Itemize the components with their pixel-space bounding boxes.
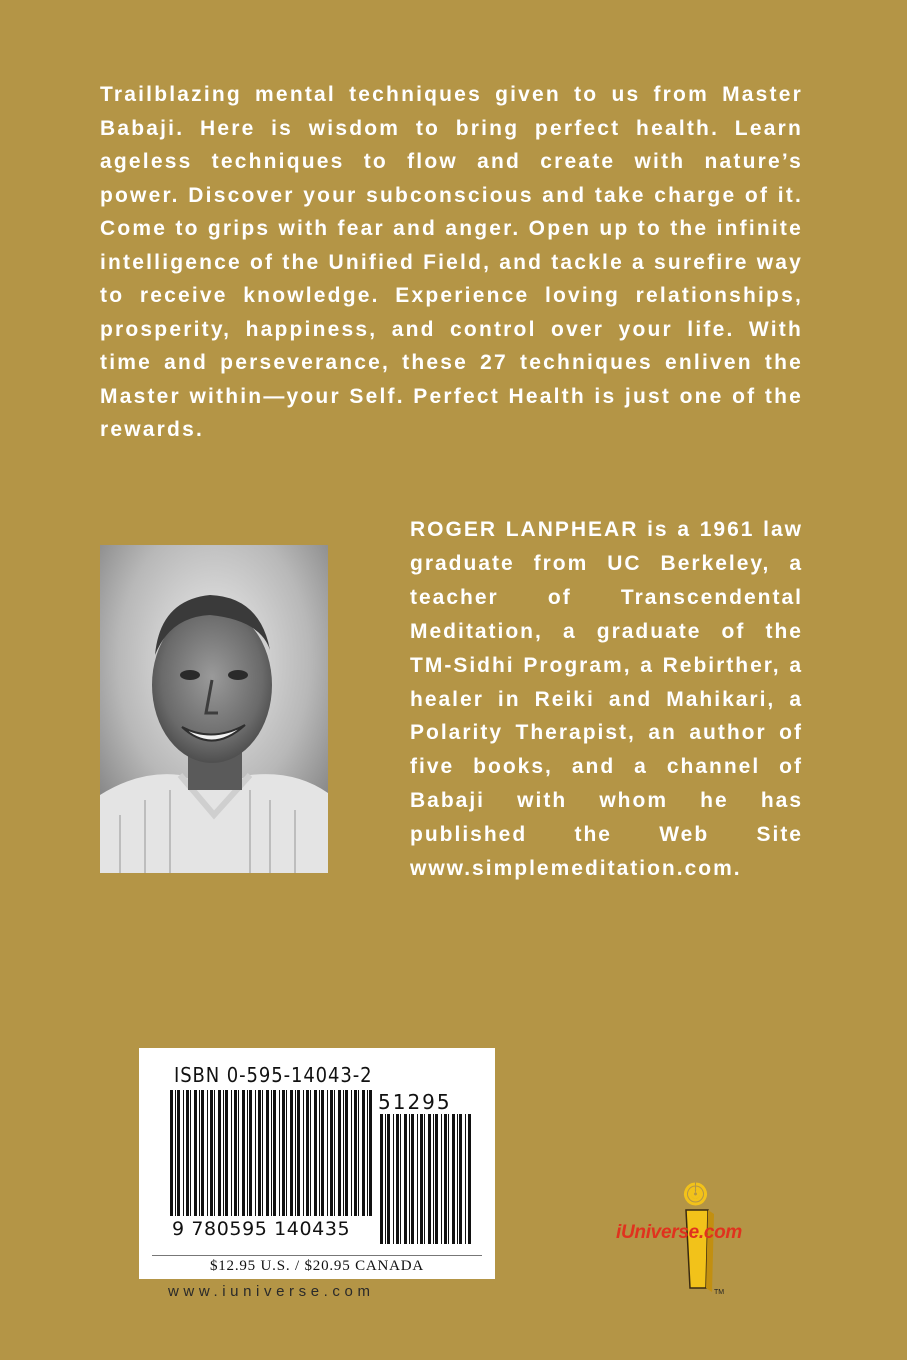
barcode-bar [306, 1090, 309, 1216]
price-label: $12.95 U.S. / $20.95 CANADA [152, 1255, 482, 1275]
barcode-bar [420, 1114, 423, 1244]
svg-text:TM: TM [714, 1289, 725, 1296]
barcode-bar [282, 1090, 285, 1216]
barcode-bar [225, 1090, 228, 1216]
barcode-bar [351, 1090, 352, 1216]
barcode-bar [177, 1090, 180, 1216]
barcode-bar [435, 1114, 438, 1244]
barcode-bar [327, 1090, 328, 1216]
barcode-bar [186, 1090, 189, 1216]
barcode-bar [255, 1090, 256, 1216]
barcode-bar [314, 1090, 317, 1216]
barcode-bar [338, 1090, 341, 1216]
barcode-bar [428, 1114, 431, 1244]
barcode-bar [247, 1090, 248, 1216]
author-photo [100, 545, 328, 873]
publisher-website: www.iuniverse.com [168, 1283, 375, 1300]
barcode-bar [297, 1090, 300, 1216]
barcode-bar [468, 1114, 471, 1244]
barcode-bar [295, 1090, 296, 1216]
barcode-bar [279, 1090, 280, 1216]
barcode-bar [303, 1090, 304, 1216]
barcode-bar [444, 1114, 447, 1244]
barcode-bar [404, 1114, 407, 1244]
barcode-bar [393, 1114, 394, 1244]
barcode-bar [238, 1090, 239, 1216]
barcode-bar [448, 1114, 449, 1244]
barcode-bar [441, 1114, 442, 1244]
barcode-bar [459, 1114, 462, 1244]
barcode-bar [417, 1114, 418, 1244]
barcode-bar [218, 1090, 221, 1216]
barcode-bar [231, 1090, 232, 1216]
barcode-bar [234, 1090, 237, 1216]
barcode-bar [199, 1090, 200, 1216]
barcode-bar [452, 1114, 455, 1244]
barcode-bar [214, 1090, 215, 1216]
barcode-bar [175, 1090, 176, 1216]
author-bio: ROGER LANPHEAR is a 1961 law graduate from UC Berkeley, a teacher of Transcendental Meditation, a graduate of the TM-Sidhi Program, a Rebirther, a healer in Reiki and Mahikari, a Polarity Therapist, an author of five books, and a channel of Babaji with whom he has published the Web Site www.simplemeditation.com. [410, 518, 803, 881]
barcode-bar [465, 1114, 466, 1244]
barcode-bar [223, 1090, 224, 1216]
barcode-bar [369, 1090, 372, 1216]
barcode-bar [330, 1090, 333, 1216]
barcode-bar [380, 1114, 383, 1244]
barcode-bar [266, 1090, 269, 1216]
isbn-label: ISBN 0-595-14043-2 [174, 1063, 373, 1087]
barcode-bar [424, 1114, 425, 1244]
ean-digits: 9 780595 140435 [172, 1218, 351, 1240]
barcode-bar [345, 1090, 348, 1216]
barcode-bar [190, 1090, 191, 1216]
barcode-bar [358, 1090, 359, 1216]
barcode-bar [207, 1090, 208, 1216]
barcode-bar [286, 1090, 287, 1216]
barcode-bar [354, 1090, 357, 1216]
barcode-bar [290, 1090, 293, 1216]
barcode-bar [385, 1114, 386, 1244]
barcode-bar [258, 1090, 261, 1216]
barcode-bar [321, 1090, 324, 1216]
barcode-bar [387, 1114, 390, 1244]
barcode-bar [457, 1114, 458, 1244]
barcode-bar [334, 1090, 335, 1216]
barcode-bar [201, 1090, 204, 1216]
barcode-bar [242, 1090, 245, 1216]
barcode-bar [271, 1090, 272, 1216]
barcode-bar [273, 1090, 276, 1216]
barcode-bar [310, 1090, 311, 1216]
barcode-bar [367, 1090, 368, 1216]
price-code: 51295 [378, 1090, 452, 1114]
author-portrait-icon [100, 545, 328, 873]
barcode-bar [170, 1090, 173, 1216]
barcode-bar [262, 1090, 263, 1216]
barcode-bar [433, 1114, 434, 1244]
iuniverse-logo-text: iUniverse.com [616, 1222, 742, 1243]
barcode-bar [194, 1090, 197, 1216]
barcode-bar [183, 1090, 184, 1216]
barcode-bar [249, 1090, 252, 1216]
barcode-bar [411, 1114, 414, 1244]
barcode-bar [362, 1090, 365, 1216]
barcode-bar [343, 1090, 344, 1216]
barcode-bar [319, 1090, 320, 1216]
barcode-bar [210, 1090, 213, 1216]
barcode-bar [396, 1114, 399, 1244]
cover-blurb: Trailblazing mental techniques given to us from Master Babaji. Here is wisdom to bring perfect health. Learn ageless techniques to flow and create with nature’s power. Discover your subconscious and take charge of it. Come to grips with fear and anger. Open up to the infinite intelligence of the Unified Field, and tackle a surefire way to receive knowledge. Experience loving relationships, prosperity, happiness, and control over your life. With time and perseverance, these 27 techniques enliven the Master within—your Self. Perfect Health is just one of the rewards. [100, 83, 803, 441]
barcode-bar [409, 1114, 410, 1244]
barcode-bar [400, 1114, 401, 1244]
